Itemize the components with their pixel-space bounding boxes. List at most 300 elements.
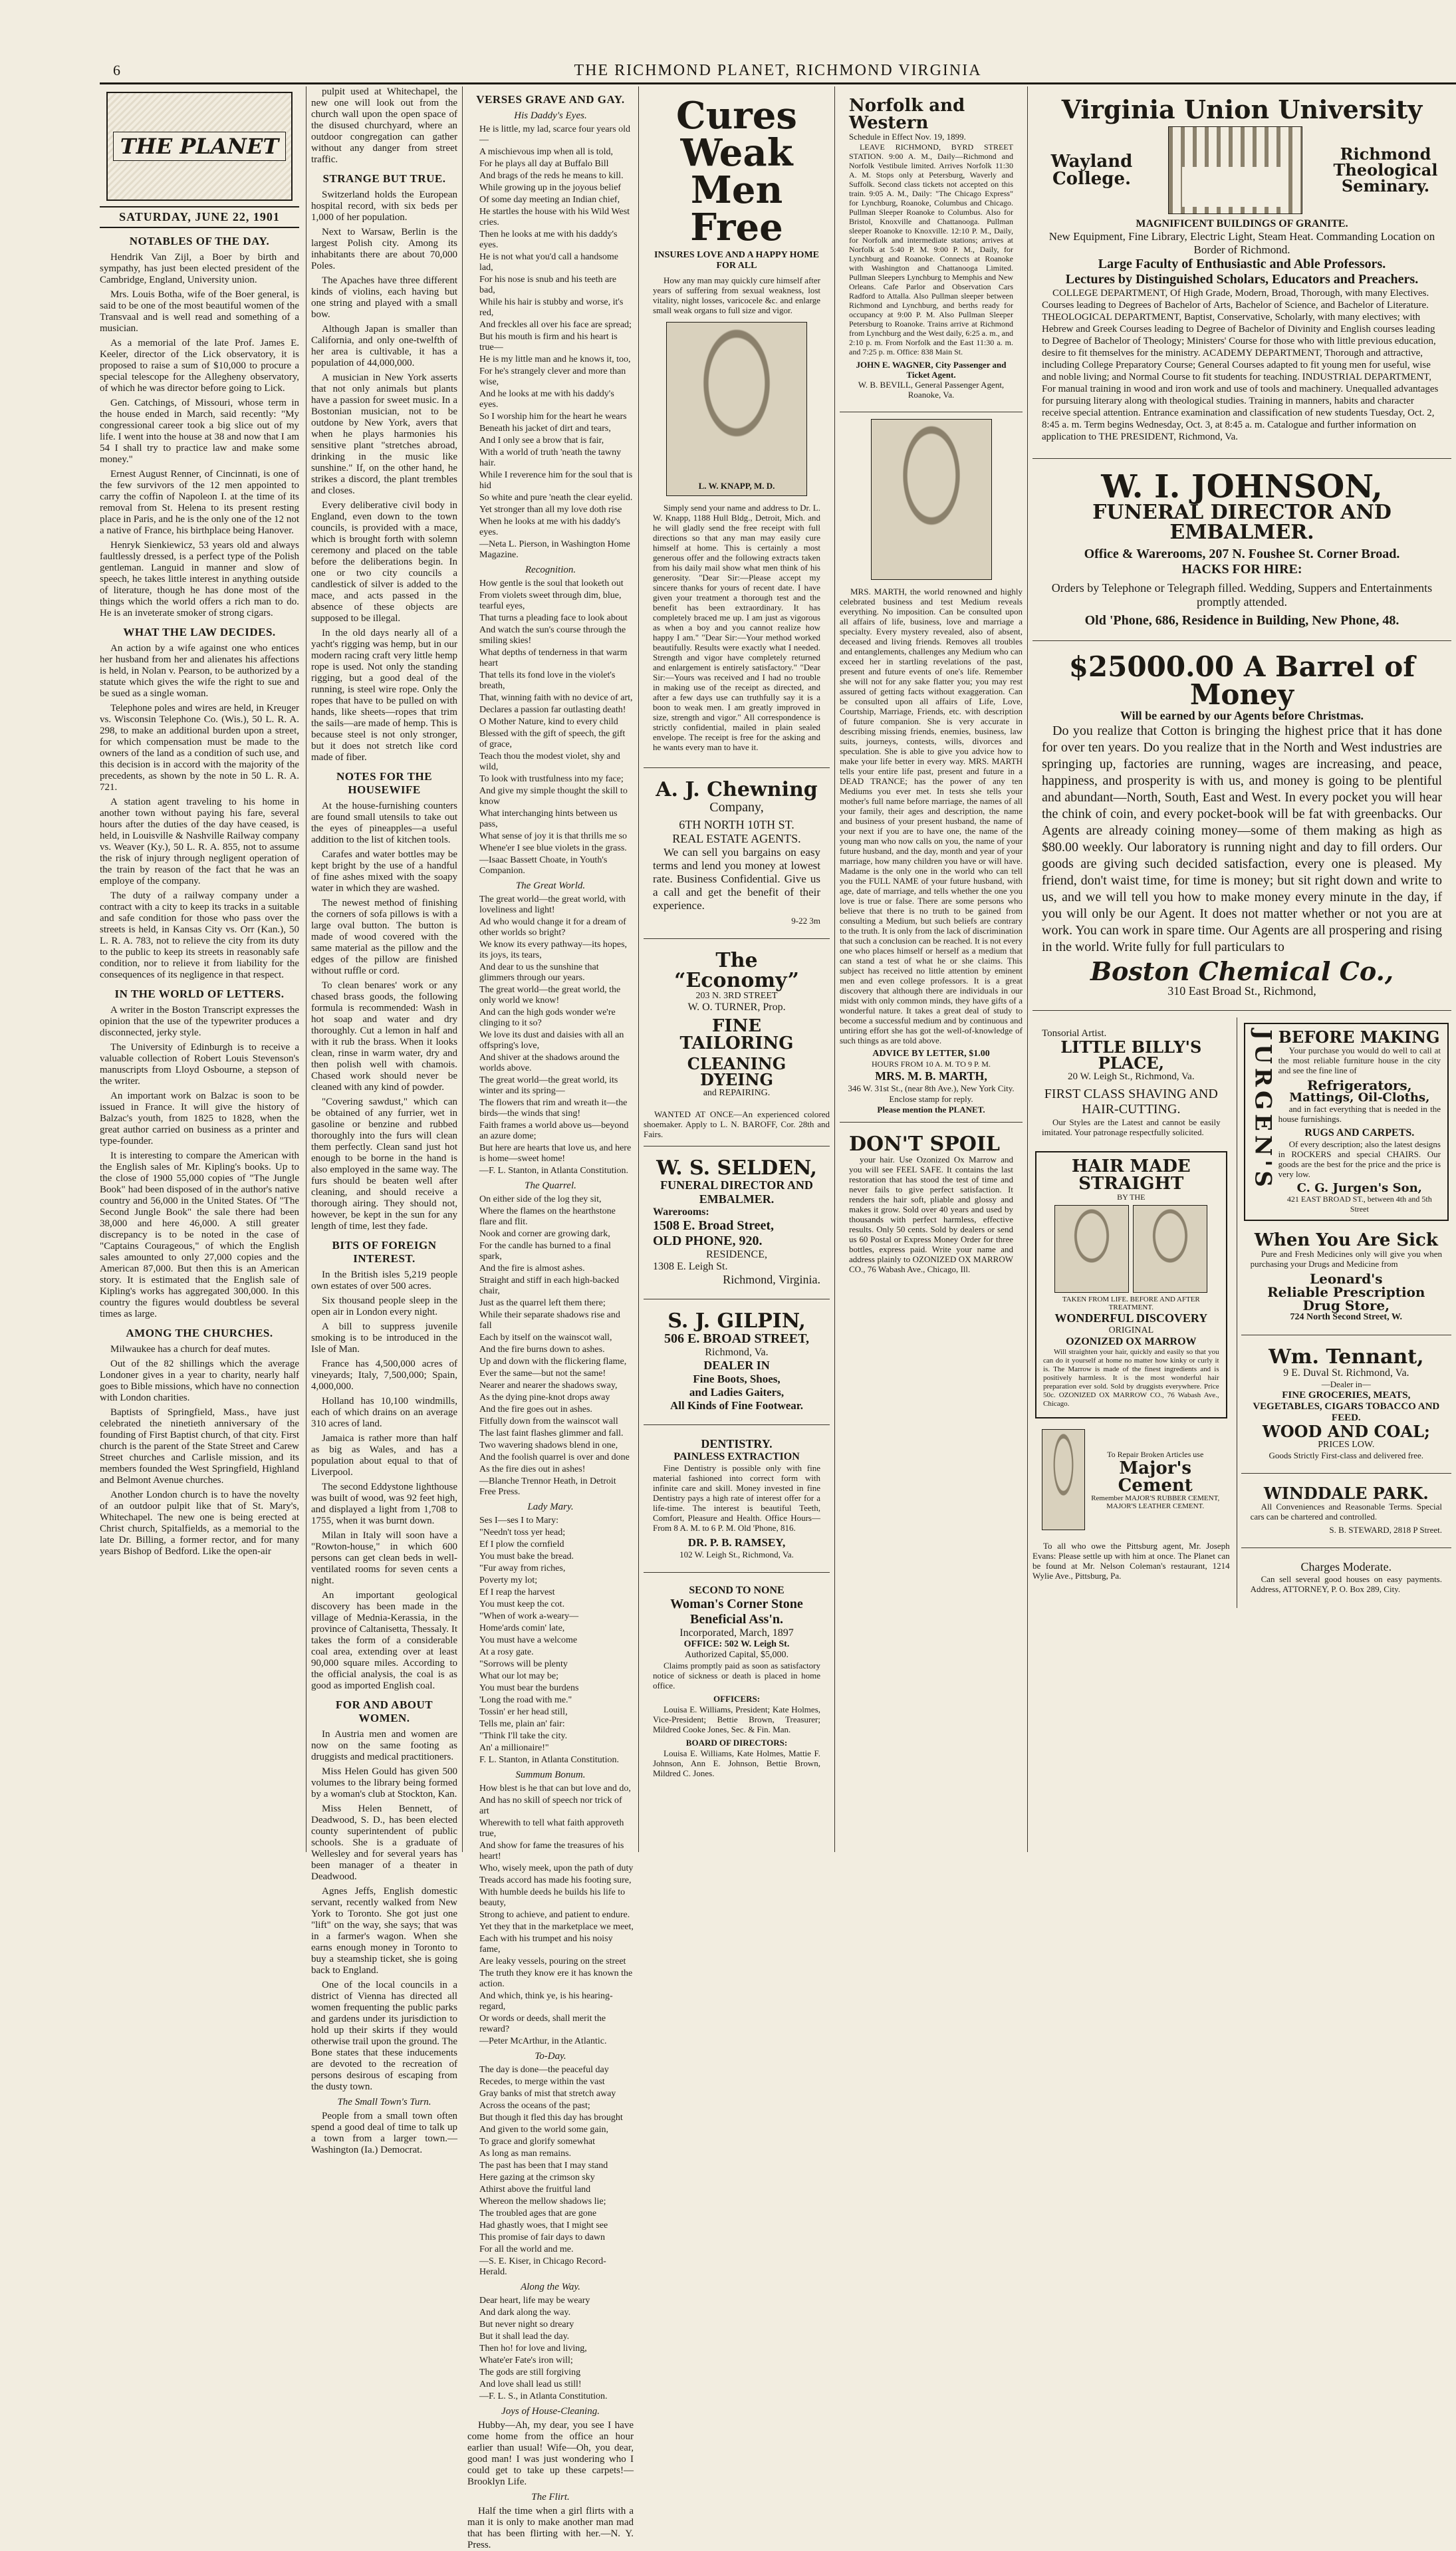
johnson-hacks: HACKS FOR HIRE: [1181,562,1302,577]
poem-title: To-Day. [535,2051,566,2062]
vuu-ad [1035,92,1449,452]
column-3 [467,86,634,2550]
park-owner: S. B. STEWARD, 2818 P Street. [1329,1525,1442,1535]
jurgens-body2: and in fact everything that is needed in the house furnishings. [1278,1104,1441,1124]
tennant-fuel: WOOD AND COAL; [1262,1422,1430,1441]
poem-line: As the dying pine-knot drops away [479,1393,610,1403]
paragraph: At the house-furnishing counters are found small utensils to take out the eyes of pineapples—a useful addition to the list of kitchen tools. [311,801,457,845]
hair-discovery: WONDERFUL DISCOVERY [1054,1311,1208,1325]
poem-title: Summum Bonum. [515,1770,586,1780]
poem-line: For all the world and me. [479,2244,574,2254]
divider [840,1122,1023,1123]
boston-chemical-ad [1035,648,1449,1004]
paragraph: Milwaukee has a church for deaf mutes. [110,1344,271,1355]
poem-line: 'Long the road with me." [479,1695,572,1705]
poem-line: Teach thou the modest violet, shy and wild, [479,751,620,772]
paragraph: Another London church is to have the novelty of an outdoor pulpit like that of St. Mary's, Whitechapel. The new one is being erected at Christ church, Spitalfields, as a memorial to the late Dr. Billing, a former rector, and for many years Bishop of Bedford. Like the open-air [100,1490,299,1557]
poem-line: And love shall lead us still! [479,2379,582,2389]
column-2 [311,86,457,2155]
poem-line: You must bear the burdens [479,1683,579,1693]
paragraph: Miss Helen Bennett, of Deadwood, S. D., has been elected county superintendent of public schools. She is a graduate of Wellesley and for several years has been manager of a theater in Deadwood. [311,1804,457,1882]
paragraph: An action by a wife against one who entices her husband from her and alienates his affections is held, in Nolan v. Pearson, to be authorized by a statute which gives the wife the right to sue and be sued as a single woman. [100,643,299,699]
hair-title: HAIR MADE STRAIGHT [1071,1156,1191,1194]
poem-line: For he's strangely clever and more than wise, [479,366,626,387]
poem-line: Whene'er I see blue violets in the grass. [479,843,627,853]
poem-line: But his mouth is firm and his heart is true— [479,332,618,352]
poem-line: "Fur away from riches, [479,1563,566,1573]
poem-line: But though it fled this day has brought [479,2113,623,2123]
poem-title: Along the Way. [521,2282,580,2292]
sick-address: 724 North Second Street, W. [1290,1312,1403,1322]
paragraph: The newest method of finishing the corners of sofa pillows is with a large oval button. The button is made of wood covered with the same material as the pillow and the edges of the pillow are finished without ruffle or cord. [311,898,457,976]
dentistry-sub: PAINLESS EXTRACTION [673,1451,800,1462]
gilpin-goods2: and Ladies Gaiters, [689,1386,785,1399]
poem-line: That turns a pleading face to look about [479,613,628,623]
paragraph: To clean benares' work or any chased brass goods, the following formula is recommended: Wash in hot soap and water and dry thoroughly. Cut a lemon in half and with it rub the brass. When it looks clean, rinse in warm water, dry and then polish well with chamois. Chased work should never be cleaned with any kind of powder. [311,980,457,1093]
poem-line: And dear to us the sunshine that glimmers through our years. [479,962,599,983]
after-portrait [1133,1205,1207,1293]
poem-line: To grace and glorify somewhat [479,2137,595,2147]
marth-stamp: Enclose stamp for reply. [889,1094,973,1104]
chewning-company: Company, [709,800,764,815]
knapp-portrait [666,322,807,496]
poem-line: While his hair is stubby and worse, it's red, [479,297,624,318]
chewning-address: 6TH NORTH 10TH ST. [679,818,794,831]
paragraph: Miss Helen Gould has given 500 volumes to the library being formed by a woman's club at Stockton, Kan. [311,1766,457,1800]
article-heading: STRANGE BUT TRUE. [322,172,446,185]
poem-line: Then he looks at me with his daddy's eyes. [479,229,618,250]
cures-tagline: INSURES LOVE AND A HAPPY HOME FOR ALL [654,250,819,271]
marth-portrait [871,419,992,580]
paragraph: Every deliberative civil body in England, even down to the town councils, is provided with a mace, which is brought forth with solemn ceremony and placed on the table before the deliberations begin. In one or two city councils a candlestick of silver is added to the mace, and acts passed in the absence of these objects are supposed to be illegal. [311,500,457,624]
poem-line: "When of work a-weary— [479,1611,579,1621]
marth-fee: ADVICE BY LETTER, $1.00 [872,1049,990,1059]
dont-spoil-ad [842,1129,1020,1283]
poem-line: "Needn't toss yer head; [479,1528,566,1538]
article-heading: IN THE WORLD OF LETTERS. [114,988,285,1000]
paragraph: Milan in Italy will soon have a "Rowton-house," in which 600 persons can get clean beds in well-ventilated rooms for seven cents a night. [311,1530,457,1586]
jurgens-main [1278,1029,1441,1214]
billy-body: Our Styles are the Latest and cannot be easily imitated. Your patronage respectfully solicited. [1042,1117,1221,1137]
paragraph: A station agent traveling to his home in another town without paying his fare, several hours after the duties of the day have ceased, is held, in Louisville & Nashville Railway company vs. Weaver (Ky.), 50 L. R. A. 855, not to assume the risk of injury through negligent operation of the train by reason of the fact that he was an employe of the company. [100,797,299,886]
chewning-ad [646,775,827,932]
vuu-left: Wayland College. [1050,152,1133,189]
paragraph: Next to Warsaw, Berlin is the largest Polish city. Among its inhabitants there are about 70,000 Poles. [311,227,457,271]
poem-line: The great world—the great world, with loveliness and light! [479,894,626,915]
poem-line: And watch the sun's course through the smiling skies! [479,625,626,646]
poem-line: —F. L. Stanton, in Atlanta Constitution. [479,1166,629,1176]
poem-line: And has no skill of speech nor trick of art [479,1796,622,1816]
paragraph: A musician in New York asserts that not only animals but plants have a passion for sweet music. In a Bostonian musician, not to be outdone by New York, avers that when he plays harmonies his sensitive plant "stretches abroad, drinking in the music like sunshine." If, on the other hand, he strikes a discord, the plant trembles and closes. [311,372,457,496]
paragraph: Mrs. Louis Botha, wife of the Boer general, is said to be one of the most beautiful women of the Transvaal and is well read and something of a musician. [100,289,299,334]
paragraph: An important work on Balzac is soon to be issued in France. It will give the history of Balzac's youth, from 1825 to 1828, when the great author carried on business as a printer and type-founder. [100,1091,299,1146]
poem-line: We know its every pathway—its hopes, its joys, its tears, [479,940,628,960]
poem-line: And the foolish quarrel is over and done [479,1452,630,1462]
marth-name: MRS. M. B. MARTH, [875,1069,987,1083]
poem-line: An' a millionaire!" [479,1743,549,1753]
boston-name: Boston Chemical Co., [1090,956,1394,986]
poem-line: Recedes, to merge within the vast [479,2077,605,2087]
poem-line: For his nose is snub and his teeth are bad, [479,275,617,295]
poem-line: Blessed with the gift of speech, the gift of grace, [479,729,626,749]
marth-mention: Please mention the PLANET. [877,1105,985,1115]
hair-original: ORIGINAL [1108,1325,1154,1335]
poem-line: And show for fame the treasures of his heart! [479,1841,624,1861]
poem-line: With a world of truth 'neath the tawny hair. [479,448,622,468]
tennant-delivery: Goods Strictly First-class and delivered free. [1269,1450,1424,1460]
hair-name: OZONIZED OX MARROW [1066,1336,1197,1347]
charges-body: Can sell several good houses on easy payments. Address, ATTORNEY, P. O. Box 289, City. [1250,1574,1442,1594]
paragraph: People from a small town often spend a good deal of time to talk up a town from a larger town.—Washington (Ia.) Democrat. [311,2111,457,2155]
poem-line: Straight and stiff in each high-backed chair, [479,1276,620,1296]
article [100,988,299,1320]
selden-title: FUNERAL DIRECTOR AND EMBALMER. [660,1178,813,1206]
vuu-right: Richmond Theological Seminary. [1333,144,1438,196]
poem-line: And give my simple thought the skill to know [479,786,628,807]
dont-spoil-body: your hair. Use Ozonized Ox Marrow and you will see FEEL SAFE. It contains the last restoration that has stood the test of time and never fails to give perfect satisfaction. It renders the hair soft, pliable and glossy and makes it grow. Sold over 40 years and used by thousands with perfect harmless, effective results. Only 50 cents. Sold by dealers or send us 60 Postal or Express Money Order for three bottles, express paid. Write your name and address plainly to OZONIZED OX MARROW CO., 76 Wabash Ave., Chicago, Ill. [849,1154,1013,1274]
johnson-orders: Orders by Telephone or Telegraph filled. Wedding, Suppers and Entertainments promptly attended. [1051,581,1433,608]
cornerstone-name: Woman's Corner Stone Beneficial Ass'n. [670,1597,803,1627]
jurgens-address: 421 EAST BROAD ST., between 4th and 5th Street [1286,1194,1432,1214]
poem-line: And he looks at me with his daddy's eyes. [479,389,614,410]
gilpin-dealer: DEALER IN [703,1359,770,1372]
poem-line: Two wavering shadows blend in one, [479,1440,618,1450]
poem-line: Up and down with the flickering flame, [479,1357,627,1367]
article-subheading: The Small Town's Turn. [337,2097,431,2107]
leonard-ad [1244,1226,1449,1328]
jurgens-rugs: RUGS AND CARPETS. [1304,1127,1415,1139]
poem-line: —Peter McArthur, in the Atlantic. [479,2036,607,2046]
paragraph: A writer in the Boston Transcript expresses the opinion that the use of the typewriter produces a disconnected, jerky style. [100,1005,299,1038]
pittsburg-notice: To all who owe the Pittsburg agent, Mr. Joseph Evans: Please settle up with him at once. The Planet can be found at Mr. Nelson Coleman's restaurant, 1214 Wylie Ave., Pittsburg, Pa. [1032,1541,1230,1581]
poem-line: And the fire is almost ashes. [479,1264,585,1274]
article-heading: BITS OF FOREIGN INTEREST. [332,1239,437,1265]
major-cement-ad [1035,1424,1227,1536]
paper-title: THE RICHMOND PLANET, RICHMOND VIRGINIA [574,61,982,79]
marth-hours: HOURS FROM 10 A. M. TO 9 P. M. [872,1059,991,1069]
poem-line: But never night so dreary [479,2320,574,2330]
hair-by: BY THE [1117,1192,1146,1202]
poem-line: Ad who would change it for a dream of other worlds so bright? [479,917,626,938]
poem-line: Who, wisely meek, upon the path of duty [479,1863,634,1873]
logo-text: THE PLANET [113,132,286,161]
poem-line: Tossin' er her head still, [479,1707,568,1717]
nw-railway-ad [842,92,1020,405]
tennant-address: 9 E. Duval St. Richmond, Va. [1283,1367,1409,1379]
poem-line: When he looks at me with his daddy's eyes. [479,517,621,537]
poem-line: What our lot may be; [479,1671,558,1681]
hair-body: Will straighten your hair, quickly and easily so that you can do it yourself at home no matter how kinky or curly it is. The Marrow is made of the finest ingredients and is positively harmless. It is the most wonderful hair preparation ever sold. Sold by druggists everywhere. Price 50c. OZONIZED OX MARROW CO., 76 Wabash Ave., Chicago. [1043,1348,1219,1408]
poem-line: Nook and corner are growing dark, [479,1229,610,1239]
poem-line: And given to the world some gain, [479,2125,609,2135]
page-number: 6 [113,62,120,78]
paragraph: An important geological discovery has been made in the village of Mednia-Kerassia, in the province of Caltanisetta, Thessaly. It takes the form of a considerable coal area, extending over at least 90,000 square miles. According to the official analysis, the coal is as good as imported English coal. [311,1590,457,1691]
column-6 [1032,86,1451,1852]
cornerstone-ad [646,1579,827,1787]
poem-line: —Isaac Bassett Choate, in Youth's Companion. [479,855,608,876]
poem-line: Treads accord has made his footing sure, [479,1875,632,1885]
jurgens-refrigerators: Refrigerators, [1306,1077,1412,1093]
poem-line: At a rosy gate. [479,1647,534,1657]
poem-line: And freckles all over his face are spread; [479,320,632,330]
paragraph: In Austria men and women are now on the same footing as druggists and medical practitioners. [311,1729,457,1762]
article-heading: NOTABLES OF THE DAY. [129,235,270,247]
col6-lower [1032,1017,1451,1608]
paragraph: It is interesting to compare the American with the English sales of Mr. Kipling's books. Up to the close of 1900 55,000 copies of "The Jungle Book" had been disposed of in the author's native country and 56,000 in the United States. Of "The Second Jungle Book" the sale there had been 38,000 and here 46,000. A still greater discrepancy is to be noted in the case of "Captains Courageous," of which the English sales amounted to only 27,000 copies and the American 87,000. But then this is an American story. It is estimated that the English sale of Kipling's works has aggregated 300,000. In this country the figures would doubtless be several times as large. [100,1150,299,1319]
economy-name: The “Economy” [674,949,799,992]
johnson-office: Office & Warerooms, 207 N. Foushee St. Corner Broad. [1084,547,1400,561]
boston-body: Do you realize that Cotton is bringing the highest price that it has done for over ten years. Do you realize that in the North and West industries are springing up, factories are running, wages are increasing, and peace, happiness, and prosperity is with us, and money is going to be plentiful and abundant—North, South, East and West. In every pocket you will hear the chink of coin, and every pocket-book will be fat with greenbacks. Our Agents are already coining money—some of them making as high as $80.00 weekly. Our laboratory is running night and day to fill orders. Our goods are giving such decided satisfaction, every one is pleased. My friend, don't waist time, for time is money; but sit right down and write to us, and we will tell you how to make money every minute in the day, if you will only be our Agent. It does not matter whether or not you are at work. You can work in spare time. Our Agents are all prospering and rising in the world. Write fully for full particulars to [1042,724,1442,954]
jurgens-body1: Your purchase you would do well to call at the most reliable furniture house in the city and see the fine line of [1278,1045,1441,1075]
jurgens-ad [1244,1023,1449,1221]
poem-line: Ever the same—but not the same! [479,1369,606,1379]
before-portrait [1054,1205,1129,1293]
marth-address: 346 W. 31st St., (near 8th Ave.), New York City. [848,1083,1015,1093]
divider [1032,458,1451,459]
poem-line: That tells its fond love in the violet's breath, [479,670,616,691]
poem-line: And shiver at the shadows around the worlds above. [479,1053,620,1073]
planet-logo [106,92,293,201]
gilpin-city: Richmond, Va. [705,1347,769,1358]
paragraph: The Apaches have three different kinds of violins, each having but one string and played with a small bow. [311,275,457,320]
hair-images [1043,1202,1219,1295]
poem-line: This promise of fair days to dawn [479,2232,605,2242]
poem-line: For the candle has burned to a final spark, [479,1241,611,1262]
masthead [100,59,1456,84]
poem-line: What interchanging hints between us pass, [479,809,618,829]
poem-line: On either side of the log they sit, [479,1194,602,1204]
paragraph: The University of Edinburgh is to receive a valuable collection of Robert Louis Stevenson's manuscripts from Lloyd Osbourne, a stepson of the writer. [100,1042,299,1087]
article-heading: AMONG THE CHURCHES. [126,1327,273,1339]
tennant-name: Wm. Tennant, [1269,1345,1424,1369]
divider [644,767,830,768]
boston-sub: Will be earned by our Agents before Christmas. [1120,709,1364,722]
economy-tag2: CLEANING DYEING [687,1054,787,1089]
paragraph: Henryk Sienkiewicz, 53 years old and always faultlessly dressed, is a perfect type of the Polish gentleman. Languid in manner and slow of speech, he takes little interest in anything outside of literature, though he has done most of the things which the world offers a rich man to do. He is an inveterate smoker of strong cigars. [100,540,299,618]
poem-line: Then ho! for love and living, [479,2344,587,2353]
poem-line: Of some day meeting an Indian chief, [479,195,620,205]
poem-line: To look with trustfulness into my face; [479,774,624,784]
selden-residence: 1308 E. Leigh St. [653,1261,728,1272]
poem-line: Ef I reap the harvest [479,1587,555,1597]
poem-line: Dear heart, life may be weary [479,2296,590,2306]
major-title: Major's Cement [1118,1458,1193,1496]
johnson-name: W. I. JOHNSON, [1101,468,1383,505]
poem-line: Wherewith to tell what faith approveth true, [479,1818,624,1839]
major-remember: Remember MAJOR'S RUBBER CEMENT, MAJOR'S LEATHER CEMENT. [1091,1494,1220,1510]
chewning-name: A. J. Chewning [656,778,818,801]
divider [1241,1473,1451,1474]
poem-title: The Quarrel. [525,1180,576,1191]
paragraph: In the British isles 5,219 people own estates of over 500 acres. [311,1270,457,1291]
boston-head: $25000.00 A Barrel of Money [1068,650,1415,711]
poem-line: Each by itself on the wainscot wall, [479,1333,612,1343]
cornerstone-board: Louisa E. Williams, Kate Holmes, Mattie F. Johnson, Ann E. Johnson, Bettie Brown, Mildred C. Jones. [653,1748,820,1778]
poem-line: Yet stronger than all my love doth rise [479,505,622,515]
poem-line: F. L. Stanton, in Atlanta Constitution. [479,1755,620,1765]
tennant-dealer: —Dealer in— [1321,1379,1371,1389]
poem-line: Just as the quarrel left them there; [479,1298,606,1308]
cornerstone-office: OFFICE: 502 W. Leigh St. [683,1639,790,1649]
park-body: All Conveniences and Reasonable Terms. Special cars can be chartered and controlled. [1250,1502,1442,1522]
poem-line: We love its dust and daisies with all an offspring's love, [479,1030,624,1051]
gilpin-ad [646,1306,827,1418]
poem-line: O Mother Nature, kind to every child [479,717,618,727]
poem-line: What sense of joy it is that thrills me so [479,831,628,841]
poem-line: While their separate shadows rise and fall [479,1310,620,1331]
paragraph: Ernest August Renner, of Cincinnati, is one of the few survivors of the 12 men appointed to carry the coffin of Napoleon I. at the time of its removal from St. Helena to its present resting place in Paris, and he is the only one of the 12 not a native of France, his birthplace being Hanover. [100,469,299,536]
poem-title: Lady Mary. [527,1502,574,1512]
billy-pre: Tonsorial Artist. [1042,1028,1107,1039]
poem-line: And which, think ye, is his hearing-regard, [479,1991,613,2012]
poem-title: The Great World. [515,880,586,891]
cornerstone-incorporated: Incorporated, March, 1897 [679,1627,794,1639]
poem-line: He is my little man and he knows it, too, [479,354,631,364]
poem-line: Declares a passion far outlasting death! [479,705,626,715]
university-building [1168,126,1302,214]
winddale-ad [1244,1480,1449,1541]
poem-line: The day is done—the peaceful day [479,2065,609,2075]
dentistry-title: DENTISTRY. [701,1437,773,1450]
hair-ad [1035,1151,1227,1418]
column-rule [834,86,835,1852]
poem-line: Here gazing at the crimson sky [479,2173,595,2183]
column-rule [462,86,463,1852]
dentistry-address: 102 W. Leigh St., Richmond, Va. [679,1549,794,1559]
selden-residence-label: RESIDENCE, [706,1249,767,1260]
article-heading: NOTES FOR THE HOUSEWIFE [336,770,433,796]
paragraph: Baptists of Springfield, Mass., have just celebrated the ninetieth anniversary of the founding of First Baptist church, of that city. First church is the parent of the State Street and Carew Street churches and Carlisle mission, and its members founded the West Springfield, Highland and Belmont Avenue churches. [100,1407,299,1486]
nw-schedule: LEAVE RICHMOND, BYRD STREET STATION. 9:00 A. M., Daily—Richmond and Norfolk Vestibule limited. Arrives Norfolk 11:30 A. M. Stops only at Petersburg, Waverly and Suffolk. Second class tickets not accepted on this train. 9:05 A. M., Daily: "The Chicago Express" for Lynchburg, Roanoke, Columbus and Chicago. Pullman Sleeper Roanoke to Columbus. Also for Bristol, Knoxville and Chattanooga. Pullman sleeper Roanoke to Knoxville. 12:10 P. M., Daily, for Norfolk and intermediate stations; arrives at Norfolk at 5:40 P. M. 9:00 P. M., Daily, for Lynchburg and Roanoke. Connects at Roanoke with Washington and Chattanooga Limited. Pullman Sleepers Lynchburg to Memphis and New Orleans. Cafe Parlor and Observation Cars Radford to Attalla. Also Pullman sleeper between Richmond and Lynchburg, and berths ready for occupancy at 9:00 P. M. Also Pullman Sleeper Petersburg to Roanoke. Trains arrive at Richmond from Lynchburg and the West daily, 6:25 a. m., and 2:10 p. m. From Norfolk and the East 11:30 a. m. and 7:25 p. m. Office: 838 Main St. [849,142,1013,356]
poem-line: "Think I'll take the city. [479,1731,568,1741]
billy-tag: FIRST CLASS SHAVING AND HAIR-CUTTING. [1044,1087,1218,1117]
vuu-equipment: New Equipment, Fine Library, Electric Light, Steam Heat. Commanding Location on Border of Richmond. [1048,230,1435,256]
jurgens-head: BEFORE MAKING [1278,1027,1440,1047]
paragraph: Holland has 10,100 windmills, each of which drains on an average 310 acres of land. [311,1396,457,1429]
poem-line: Home'ards comin' late, [479,1623,565,1633]
paragraph: Although Japan is smaller than California, and only one-twelfth of her area is cultivable, it has a population of 44,000,000. [311,324,457,368]
poem-line: So I worship him for the heart he wears [479,412,627,422]
poem-line: Nearer and nearer the shadows sway, [479,1381,618,1391]
cures-ad [646,92,827,761]
vuu-title: Virginia Union University [1061,94,1423,124]
economy-proprietor: W. O. TURNER, Prop. [687,1002,786,1013]
article [100,235,299,619]
nw-agent: JOHN E. WAGNER, City Passenger and Ticket Agent. [856,360,1007,380]
poem-line: Are leaky vessels, pouring on the street [479,1956,626,1966]
col6-lower-left [1032,1017,1230,1608]
selden-phone: OLD PHONE, 920. [653,1234,763,1248]
sick-title: When You Are Sick [1254,1230,1438,1250]
poem-line: How gentle is the soul that looketh out [479,579,624,589]
poem-line: —F. L. S., in Atlanta Constitution. [479,2391,608,2401]
jurgens-side: JURGEN'S [1249,1029,1276,1191]
tennant-goods: FINE GROCERIES, MEATS, VEGETABLES, CIGARS TOBACCO AND FEED. [1253,1390,1440,1423]
park-title: WINDDALE PARK. [1263,1484,1429,1503]
poem-line: While I reverence him for the soul that is hid [479,470,633,491]
dentistry-body: Fine Dentistry is possible only with fine material fashioned into correct form with infinite care and skill. Money invested in fine Dentistry pays a high rate of interest offer for a life-time. The interest is beautiful Teeth, Comfort, Pleasure and Health. Office Hours—From 8 A. M. to 6 P. M. Old 'Phone, 816. [653,1463,820,1533]
cures-title: Cures Weak Men Free [676,94,797,249]
paragraph: Jamaica is rather more than half as big as Wales, and has a population about equal to that of Liverpool. [311,1433,457,1478]
poem-line: —Neta L. Pierson, in Washington Home Magazine. [479,539,630,560]
cornerstone-officers-label: OFFICERS: [713,1694,761,1704]
paragraph: In the old days nearly all of a yacht's rigging was hemp, but in our modern racing craft very little hemp rope is used. Not only the standing rigging, but a good deal of the running, is steel wire rope. Only the ropes that have to be pulled on with hands, like sheets—ropes that trim the sails—are made of hemp. This is because steel is not only stronger, but it does not stretch like cord made of fiber. [311,628,457,763]
poem-line: —Blanche Trennor Heath, in Detroit Free Press. [479,1476,616,1497]
economy-tag1: FINE TAILORING [679,1016,794,1053]
poem-line: Whate'er Fate's iron will; [479,2355,573,2365]
poem-line: "Sorrows will be plenty [479,1659,568,1669]
paragraph: Six thousand people sleep in the open air in London every night. [311,1295,457,1317]
poem-line: And the fire goes out in ashes. [479,1405,592,1414]
anecdote-text: Half the time when a girl flirts with a man it is only to make another man mad that has been flirting with her.—N. Y. Press. [467,2506,634,2550]
nw-agent2: W. B. BEVILL, General Passenger Agent, Roanoke, Va. [858,380,1005,400]
selden-city: Richmond, Virginia. [723,1273,820,1286]
chewning-tagline: REAL ESTATE AGENTS. [672,832,801,845]
poem-line: The past has been that I may stand [479,2161,608,2171]
paragraph: Agnes Jeffs, English domestic servant, recently walked from New York to Toronto. She got just one "lift" on the way, she says; that was in a farmer's wagon. When she earns enough money in Toronto to buy a steamship ticket, she is going back to England. [311,1886,457,1976]
poem-title: His Daddy's Eyes. [514,110,587,121]
paragraph: Carafes and water bottles may be kept bright by the use of a handful of fine ashes mixed with the soapy water in which they are washed. [311,849,457,894]
paragraph: pulpit used at Whitechapel, the new one will look out from the church wall upon the open space of the disused churchyard, where an outdoor congregation can gather without any danger from street traffic. [311,86,457,165]
poem-line: With humble deeds he builds his life to beauty, [479,1887,626,1908]
cornerstone-tag: SECOND TO NONE [689,1585,785,1596]
poem-line: And can the high gods wonder we're clinging to it so? [479,1007,616,1028]
cornerstone-body: Claims promptly paid as soon as satisfactory notice of sickness or death is placed in home office. [653,1661,820,1690]
poem-line: The gods are still forgiving [479,2367,581,2377]
poem-line: Tells me, plain an' fair: [479,1719,565,1729]
major-portrait [1042,1429,1085,1530]
poems-container [467,110,634,2551]
poem-line: So white and pure 'neath the clear eyelid. [479,493,633,503]
poem-line: He startles the house with his Wild West cries. [479,207,630,227]
sick-body: Pure and Fresh Medicines only will give you when purchasing your Drugs and Medicine from [1250,1249,1442,1269]
sick-name2: Reliable Prescription Drug Store, [1267,1284,1425,1313]
paragraph: Telephone poles and wires are held, in Kreuger vs. Wisconsin Telephone Co. (Wis.), 50 L. R. A. 298, to make an additional burden upon a street, for which compensation must be made to the owners of the land as a condition of such use, and this decision is in accord with the majority of the precedents, as shown by the note in 50 L. R. A. 721. [100,703,299,793]
paragraph: The second Eddystone lighthouse was built of wood, was 92 feet high, and displayed a light from 1,708 to 1755, when it was burnt down. [311,1482,457,1526]
poem-line: Beneath his jacket of dirt and tears, [479,424,611,434]
poem-line: The last faint flashes glimmer and fall. [479,1428,624,1438]
poem-line: Ef I plow the cornfield [479,1540,564,1549]
billy-ad [1035,1023,1227,1146]
billy-name: LITTLE BILLY'S PLACE, [1060,1037,1202,1073]
selden-ad [646,1153,827,1292]
poem-line: And the fire burns down to ashes. [479,1345,605,1355]
column-rule [1027,86,1028,1852]
column-rule [638,86,639,1852]
selden-address: 1508 E. Broad Street, [653,1218,775,1233]
tennant-ad [1244,1342,1449,1466]
hair-caption: TAKEN FROM LIFE. BEFORE AND AFTER TREATMENT. [1062,1295,1200,1311]
nw-sub: Schedule in Effect Nov. 19, 1899. [849,132,966,142]
article [100,626,299,981]
divider [644,1572,830,1573]
poem-line: Athirst above the fruitful land [479,2185,591,2195]
paragraph: Switzerland holds the European hospital record, with six beds per 1,000 of her population. [311,190,457,223]
vuu-body: COLLEGE DEPARTMENT, Of High Grade, Modern, Broad, Thorough, with many Electives. Courses leading to Degrees of Bachelor of Arts, Bachelor of Science, and Bachelor of Literature. THEOLOGICAL DEPARTMENT, Baptist, Conservative, Scholarly, with many electives; with Hebrew and Greek Courses leading to Degree of Bachelor of Divinity and English courses leading to Degree of Bachelor of Theology; Ministers' Course for those who with little previous education, desire to fit themselves for the ministry. ACADEMY DEPARTMENT, Thorough and attractive, including College Preparatory Course; General Courses adapted to fit young men for useful, wise and noble living; and Normal Course to fit students for teaching. INDUSTRIAL DEPARTMENT, For manual training in wood and iron work and use of tools and machinery. Unequalled advantages for pursuing literary along with theological studies. Training in manners, habits and character receive special attention. Entrance examination and classification of new students Tuesday, Oct. 2, 8:45 a. m. Term begins Wednesday, Oct. 3, at 8:45 a. m. Catalogue and further information on application to THE PRESIDENT, Richmond, Va. [1042,288,1439,442]
cornerstone-officers: Louisa E. Williams, President; Kate Holmes, Vice-President; Bettie Brown, Treasurer; Mildred Cooke Jones, Sec. & Fin. Man. [653,1704,820,1734]
dont-spoil-title: DON'T SPOIL [849,1133,1001,1156]
marth-body: MRS. MARTH, the world renowned and highly celebrated business and test Medium reveals everything. No imposition. Can be consulted upon all affairs of life, business, love and marriage a specialty. Every mystery revealed, also of absent, deceased and living friends. Removes all troubles and entanglements, challenges any Medium who can exceed her in startling revelations of the past, present and future events of one's life. Remember she will not for any sake flatter you; you may rest assured of getting facts without exaggeration. Can be consulted upon all affairs of Life, Love, Courtship, Marriage, Friends, etc. with description of future companion. She is very accurate in describing missing friends, enemies, business, law suits, journeys, contests, wills, divorces and speculation. She is able to give you advice how to make your life better in every way. MRS. MARTH tells your entire life past, present and future in a DEAD TRANCE; has the power of any ten Mediums you ever met. In tests she tells your mother's full name before marriage, the names of all your family, their ages and description, the name and business of your present husband, the name of your next if you are to have one, the name of the young man who now calls on you, the name of your future husband, and the day, month and year of your marriage, how many children you have or will have. Madame is the only one in the world who can tell you the FULL NAME of your future husband, with age, date of marriage, and tells whether the one you love is true or false. There are some persons who believe that there is no truth to be gained from consulting a Medium, but such beliefs are contrary to the truth. It is only from the lack of discrimination that such a conclusion can be reached. It is not every one who places himself or herself as a medium that can stand a test of what he or she claims. This subject has received no little attention by eminent men and even college professors. It is a great discovery that although there are individuals in our midst with only common minds, they have gifts of a wonderful nature. It takes a great deal of study to become a successful medium and by continuous and untiring effort she has got the well-of-knowledge of such things as are told above. [840,587,1023,1045]
poem-line: Had ghastly woes, that I might see [479,2220,608,2230]
poem-line: Or words or deeds, shall merit the reward? [479,2014,606,2034]
poem-line: For he plays all day at Buffalo Bill [479,159,609,169]
gilpin-goods1: Fine Boots, Shoes, [693,1373,781,1385]
divider [1032,1010,1451,1011]
poem-line: How blest is he that can but love and do, [479,1784,631,1794]
poem-line: What depths of tenderness in that warm heart [479,648,628,668]
paragraph: One of the local councils in a district of Vienna has directed all women frequenting the public parks and gardens under its jurisdiction to hold up their skirts if they would otherwise trail upon the ground. The Bone states that these inducements are devoted to the recreation of persons desirous of escaping from the dusty town. [311,1980,457,2092]
economy-tag3: and REPAIRING. [703,1088,771,1098]
